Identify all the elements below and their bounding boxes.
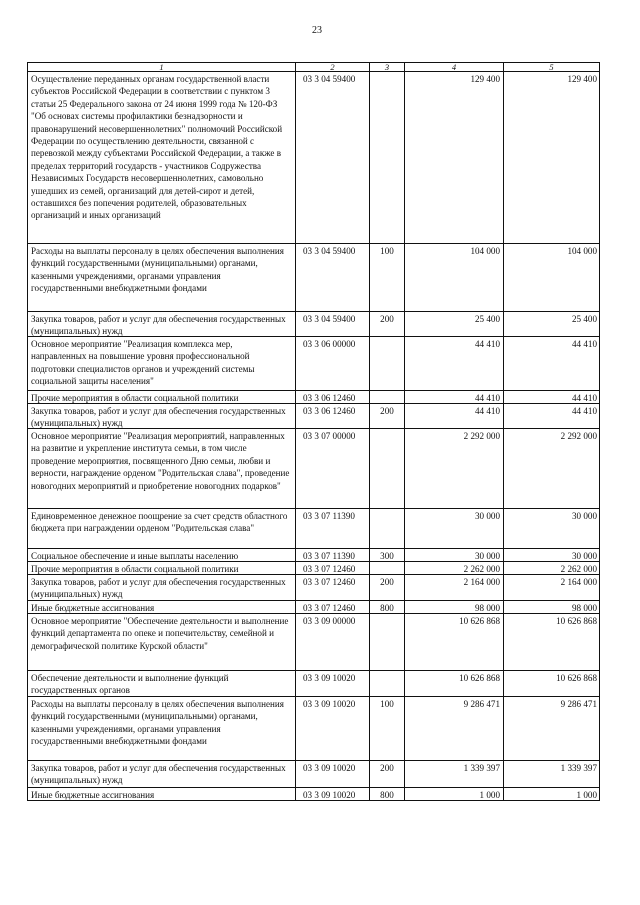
row-amount-col5: 30 000 [571, 551, 597, 561]
row-amount-col4: 2 262 000 [405, 562, 504, 574]
row-description: Обеспечение деятельности и выполнение функций государственных органов [28, 671, 296, 696]
row-expense-type [370, 391, 405, 403]
row-code: 03 3 04 59400 [296, 72, 370, 243]
table-row [28, 429, 599, 509]
header-col-1: 1 [28, 63, 296, 71]
page-number: 23 [312, 25, 322, 36]
row-expense-type: 200 [370, 575, 405, 600]
row-description: Иные бюджетные ассигнования [28, 788, 296, 800]
table-row [28, 614, 599, 671]
row-expense-type: 200 [370, 312, 405, 336]
row-amount-col4: 1 339 397 [405, 761, 504, 787]
row-code: 03 3 04 59400 [296, 244, 370, 311]
row-expense-type [370, 72, 405, 243]
row-amount-col5: 25 400 [571, 314, 597, 324]
row-expense-type: 800 [370, 601, 405, 613]
row-amount-col5: 10 626 868 [556, 616, 597, 626]
row-expense-type [370, 337, 405, 390]
row-description: Осуществление переданных органам государственной власти субъектов Российской Федерации в соответствии с пунктом 3 статьи 25 Федерального закона от 24 июня 1999 года № 120-ФЗ "Об основах системы профилактики безнадзорности и правонарушений несовершеннолетних" полномочий Российской Федерации по осуществлению деятельности, связанной с перевозкой между субъектами Российской Федерации, а также в пределах территорий государств - участников Содружества Независимых Государств несовершеннолетних, самовольно ушедших из семей, организаций для детей-сирот и детей, оставшихся без попечения родителей, образовательных организаций и иных организаций [28, 72, 296, 243]
table-row [28, 509, 599, 549]
row-amount-col4: 10 626 868 [405, 671, 504, 696]
row-amount-col4: 30 000 [405, 549, 504, 561]
row-description: Единовременное денежное поощрение за счет средств областного бюджета при награждении орденом "Родительская слава" [28, 509, 296, 548]
row-amount-col5: 2 292 000 [560, 431, 597, 441]
row-expense-type: 100 [370, 697, 405, 760]
row-amount-col4: 25 400 [405, 312, 504, 336]
row-code: 03 3 07 12460 [296, 562, 370, 574]
table-row [28, 601, 599, 614]
row-expense-type [370, 562, 405, 574]
row-code: 03 3 07 12460 [296, 575, 370, 600]
row-description: Основное мероприятие "Обеспечение деятельности и выполнение функций департамента по опеке и попечительству, семейной и демографической политике Курской области" [28, 614, 296, 670]
row-code: 03 3 07 11390 [296, 549, 370, 561]
row-code: 03 3 09 10020 [296, 761, 370, 787]
row-code: 03 3 07 00000 [296, 429, 370, 508]
row-code: 03 3 09 10020 [296, 788, 370, 800]
row-amount-col5: 1 000 [576, 790, 597, 800]
table-row [28, 312, 599, 337]
row-description: Закупка товаров, работ и услуг для обеспечения государственных (муниципальных) нужд [28, 312, 296, 336]
table-row [28, 391, 599, 404]
row-amount-col4: 129 400 [405, 72, 504, 243]
row-description: Расходы на выплаты персоналу в целях обеспечения выполнения функций государственными (муниципальными) органами, казенными учреждениями, органами управления государственными внебюджетными фондами [28, 244, 296, 311]
budget-table [27, 62, 600, 801]
row-code: 03 3 09 00000 [296, 614, 370, 670]
row-expense-type: 100 [370, 244, 405, 311]
row-amount-col5: 9 286 471 [560, 699, 597, 709]
table-row [28, 337, 599, 391]
row-amount-col4: 2 164 000 [405, 575, 504, 600]
row-amount-col4: 2 292 000 [405, 429, 504, 508]
row-amount-col4: 104 000 [405, 244, 504, 311]
row-expense-type: 300 [370, 549, 405, 561]
table-row [28, 697, 599, 761]
row-description: Закупка товаров, работ и услуг для обеспечения государственных (муниципальных) нужд [28, 761, 296, 787]
table-row [28, 404, 599, 429]
row-amount-col4: 30 000 [405, 509, 504, 548]
row-amount-col5: 44 410 [571, 406, 597, 416]
row-amount-col5: 2 164 000 [560, 577, 597, 587]
row-description: Основное мероприятие "Реализация мероприятий, направленных на развитие и укрепление института семьи, в том числе проведение мероприятия, посвященного Дню семьи, любви и верности, награждение орденом "Родительская слава", проведение новогодних мероприятий и приобретение новогодних подарков" [28, 429, 296, 508]
row-amount-col4: 44 410 [405, 337, 504, 390]
row-amount-col4: 9 286 471 [405, 697, 504, 760]
row-code: 03 3 07 12460 [296, 601, 370, 613]
header-col-5: 5 [549, 63, 554, 71]
table-header [28, 63, 599, 72]
row-amount-col4: 1 000 [405, 788, 504, 800]
header-col-2: 2 [296, 63, 370, 71]
row-code: 03 3 07 11390 [296, 509, 370, 548]
header-col-4: 4 [405, 63, 504, 71]
row-amount-col5: 1 339 397 [560, 763, 597, 773]
table-row [28, 72, 599, 244]
row-amount-col4: 98 000 [405, 601, 504, 613]
row-amount-col5: 104 000 [567, 246, 597, 256]
row-expense-type [370, 429, 405, 508]
row-description: Прочие мероприятия в области социальной политики [28, 562, 296, 574]
row-amount-col5: 30 000 [571, 511, 597, 521]
table-row [28, 671, 599, 697]
row-description: Прочие мероприятия в области социальной политики [28, 391, 296, 403]
row-code: 03 3 06 00000 [296, 337, 370, 390]
row-amount-col5: 129 400 [567, 74, 597, 84]
row-expense-type: 200 [370, 404, 405, 428]
row-description: Закупка товаров, работ и услуг для обеспечения государственных (муниципальных) нужд [28, 575, 296, 600]
row-amount-col5: 10 626 868 [556, 673, 597, 683]
row-description: Основное мероприятие "Реализация комплекса мер, направленных на повышение уровня профессиональной подготовки специалистов органов и учреждений системы социальной защиты населения" [28, 337, 296, 390]
row-amount-col5: 44 410 [571, 393, 597, 403]
table-row [28, 788, 599, 801]
table-row [28, 549, 599, 562]
row-amount-col5: 98 000 [571, 603, 597, 613]
row-description: Расходы на выплаты персоналу в целях обеспечения выполнения функций государственными (муниципальными) органами, казенными учреждениями, органами управления государственными внебюджетными фондами [28, 697, 296, 760]
row-description: Закупка товаров, работ и услуг для обеспечения государственных (муниципальных) нужд [28, 404, 296, 428]
table-row [28, 575, 599, 601]
row-amount-col4: 44 410 [405, 391, 504, 403]
table-row [28, 761, 599, 788]
row-expense-type: 800 [370, 788, 405, 800]
row-amount-col5: 2 262 000 [560, 564, 597, 574]
table-row [28, 244, 599, 312]
row-amount-col4: 10 626 868 [405, 614, 504, 670]
row-code: 03 3 09 10020 [296, 697, 370, 760]
row-description: Иные бюджетные ассигнования [28, 601, 296, 613]
header-col-3: 3 [370, 63, 405, 71]
row-expense-type [370, 671, 405, 696]
row-description: Социальное обеспечение и иные выплаты населению [28, 549, 296, 561]
row-code: 03 3 06 12460 [296, 391, 370, 403]
row-code: 03 3 09 10020 [296, 671, 370, 696]
table-row [28, 562, 599, 575]
row-amount-col4: 44 410 [405, 404, 504, 428]
row-code: 03 3 06 12460 [296, 404, 370, 428]
row-expense-type: 200 [370, 761, 405, 787]
row-code: 03 3 04 59400 [296, 312, 370, 336]
row-expense-type [370, 614, 405, 670]
row-expense-type [370, 509, 405, 548]
row-amount-col5: 44 410 [571, 339, 597, 349]
